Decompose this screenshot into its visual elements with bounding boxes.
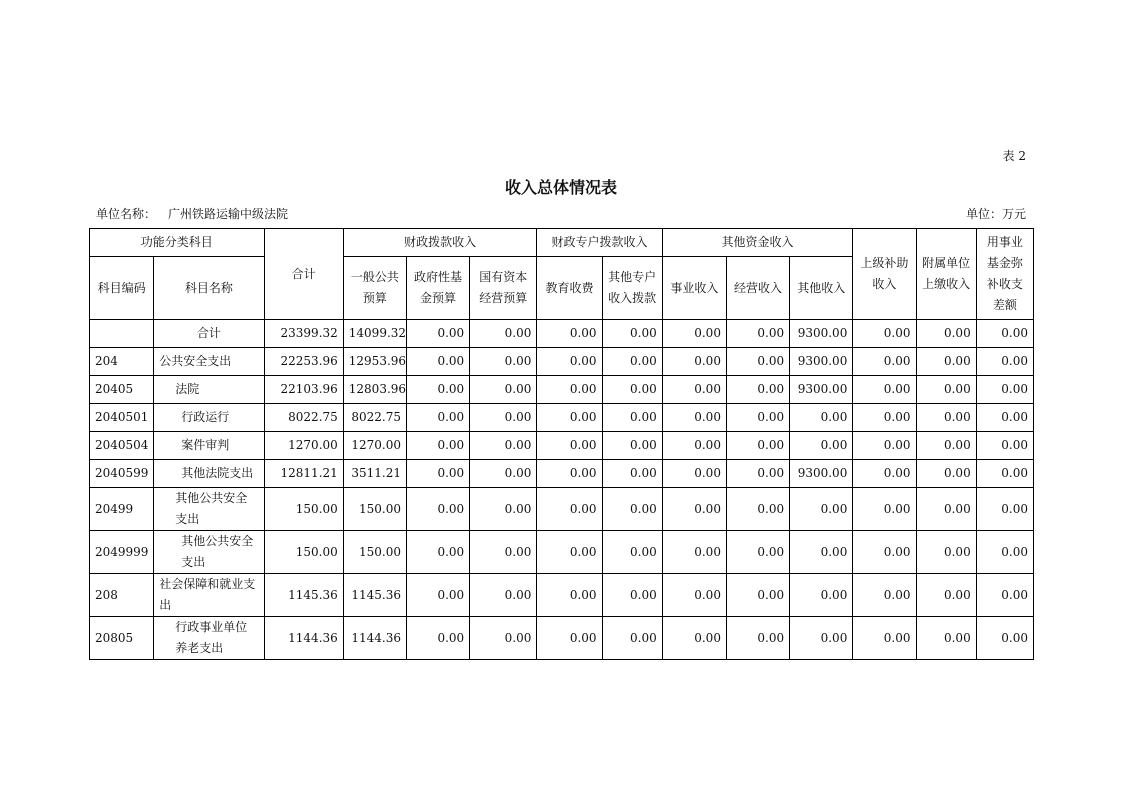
cell-code: 2049999 [90,531,154,574]
cell-gov-fund: 0.00 [406,348,469,376]
cell-total: 8022.75 [264,404,343,432]
cell-general: 3511.21 [343,460,406,488]
cell-bizfund: 0.00 [976,432,1033,460]
cell-edu: 0.00 [537,531,602,574]
cell-state-cap: 0.00 [470,460,537,488]
cell-gov-fund: 0.00 [406,460,469,488]
cell-edu: 0.00 [537,376,602,404]
cell-general: 1144.36 [343,617,406,660]
cell-affiliated: 0.00 [916,531,976,574]
header-other-special: 其他专户收入拨款 [602,257,662,320]
cell-name: 行政运行 [154,404,264,432]
cell-code: 2040599 [90,460,154,488]
cell-name: 法院 [154,376,264,404]
cell-general: 8022.75 [343,404,406,432]
cell-other: 0.00 [790,531,853,574]
unit-label: 单位：万元 [965,207,1026,221]
cell-edu: 0.00 [537,432,602,460]
header-superior-subsidy: 上级补助收入 [853,229,916,320]
cell-other-sp: 0.00 [602,320,662,348]
cell-edu: 0.00 [537,348,602,376]
cell-total: 1145.36 [264,574,343,617]
cell-name: 案件审判 [154,432,264,460]
table-row [90,488,1034,531]
cell-general: 150.00 [343,531,406,574]
cell-name: 行政事业单位养老支出 [154,617,264,660]
cell-code: 2040501 [90,404,154,432]
cell-operating: 0.00 [726,348,789,376]
cell-edu: 0.00 [537,320,602,348]
cell-gov-fund: 0.00 [406,432,469,460]
cell-code: 204 [90,348,154,376]
header-other-funds: 其他资金收入 [662,229,853,257]
cell-state-cap: 0.00 [470,320,537,348]
cell-edu: 0.00 [537,617,602,660]
cell-operating: 0.00 [726,617,789,660]
cell-gov-fund: 0.00 [406,376,469,404]
income-summary-table [89,228,1034,660]
cell-total: 22253.96 [264,348,343,376]
table-number: 表 2 [1002,149,1026,163]
cell-business: 0.00 [662,488,726,531]
cell-state-cap: 0.00 [470,617,537,660]
cell-other: 0.00 [790,574,853,617]
cell-general: 12803.96 [343,376,406,404]
cell-other-sp: 0.00 [602,348,662,376]
cell-general: 1145.36 [343,574,406,617]
cell-affiliated: 0.00 [916,348,976,376]
cell-gov-fund: 0.00 [406,404,469,432]
cell-other: 9300.00 [790,460,853,488]
cell-operating: 0.00 [726,531,789,574]
cell-state-cap: 0.00 [470,432,537,460]
cell-affiliated: 0.00 [916,488,976,531]
cell-affiliated: 0.00 [916,574,976,617]
cell-name: 合计 [154,320,264,348]
table-row [90,531,1034,574]
cell-other: 9300.00 [790,376,853,404]
cell-business: 0.00 [662,617,726,660]
cell-code [90,320,154,348]
cell-affiliated: 0.00 [916,376,976,404]
header-general-budget: 一般公共预算 [343,257,406,320]
cell-other: 0.00 [790,617,853,660]
header-business-fund: 用事业基金弥补收支差额 [976,229,1033,320]
header-code: 科目编码 [90,257,154,320]
header-func-class: 功能分类科目 [90,229,265,257]
cell-state-cap: 0.00 [470,348,537,376]
cell-business: 0.00 [662,404,726,432]
cell-affiliated: 0.00 [916,320,976,348]
cell-bizfund: 0.00 [976,617,1033,660]
cell-business: 0.00 [662,432,726,460]
cell-general: 150.00 [343,488,406,531]
table-row [90,404,1034,432]
cell-total: 12811.21 [264,460,343,488]
unit-name-value: 广州铁路运输中级法院 [168,207,289,221]
table-row [90,376,1034,404]
table-row [90,432,1034,460]
cell-other: 0.00 [790,432,853,460]
unit-name-line [96,205,288,222]
cell-business: 0.00 [662,376,726,404]
cell-other-sp: 0.00 [602,617,662,660]
cell-other-sp: 0.00 [602,404,662,432]
header-total: 合计 [264,229,343,320]
unit-name-label: 单位名称： [96,207,157,221]
cell-operating: 0.00 [726,574,789,617]
cell-gov-fund: 0.00 [406,617,469,660]
cell-bizfund: 0.00 [976,488,1033,531]
page-title: 收入总体情况表 [504,178,617,197]
cell-other: 0.00 [790,488,853,531]
cell-business: 0.00 [662,574,726,617]
cell-code: 20405 [90,376,154,404]
header-name: 科目名称 [154,257,264,320]
cell-superior: 0.00 [853,432,916,460]
cell-code: 20805 [90,617,154,660]
cell-name: 其他公共安全支出 [154,531,264,574]
cell-superior: 0.00 [853,488,916,531]
cell-general: 1270.00 [343,432,406,460]
cell-other-sp: 0.00 [602,460,662,488]
cell-bizfund: 0.00 [976,320,1033,348]
header-fiscal-special: 财政专户拨款收入 [537,229,662,257]
cell-affiliated: 0.00 [916,617,976,660]
table-row [90,617,1034,660]
cell-operating: 0.00 [726,488,789,531]
cell-total: 1270.00 [264,432,343,460]
cell-gov-fund: 0.00 [406,531,469,574]
cell-bizfund: 0.00 [976,404,1033,432]
header-fiscal-alloc: 财政拨款收入 [343,229,537,257]
table-row [90,348,1034,376]
cell-state-cap: 0.00 [470,376,537,404]
cell-bizfund: 0.00 [976,348,1033,376]
cell-name: 公共安全支出 [154,348,264,376]
cell-total: 150.00 [264,488,343,531]
cell-business: 0.00 [662,531,726,574]
cell-state-cap: 0.00 [470,404,537,432]
table-row [90,320,1034,348]
cell-business: 0.00 [662,320,726,348]
cell-total: 1144.36 [264,617,343,660]
cell-bizfund: 0.00 [976,574,1033,617]
cell-other: 9300.00 [790,320,853,348]
header-other-income: 其他收入 [790,257,853,320]
cell-affiliated: 0.00 [916,460,976,488]
cell-superior: 0.00 [853,574,916,617]
cell-business: 0.00 [662,460,726,488]
cell-total: 22103.96 [264,376,343,404]
cell-edu: 0.00 [537,404,602,432]
header-edu-fee: 教育收费 [537,257,602,320]
cell-operating: 0.00 [726,404,789,432]
cell-gov-fund: 0.00 [406,488,469,531]
cell-superior: 0.00 [853,404,916,432]
cell-operating: 0.00 [726,320,789,348]
cell-superior: 0.00 [853,320,916,348]
cell-business: 0.00 [662,348,726,376]
table-row [90,574,1034,617]
cell-gov-fund: 0.00 [406,320,469,348]
cell-name: 其他法院支出 [154,460,264,488]
cell-gov-fund: 0.00 [406,574,469,617]
cell-code: 2040504 [90,432,154,460]
header-row-1 [90,229,1034,257]
cell-name: 社会保障和就业支出 [154,574,264,617]
cell-operating: 0.00 [726,432,789,460]
cell-state-cap: 0.00 [470,574,537,617]
cell-superior: 0.00 [853,376,916,404]
header-state-capital: 国有资本经营预算 [470,257,537,320]
cell-bizfund: 0.00 [976,460,1033,488]
cell-superior: 0.00 [853,460,916,488]
cell-superior: 0.00 [853,348,916,376]
header-gov-fund: 政府性基金预算 [406,257,469,320]
header-operating-income: 经营收入 [726,257,789,320]
cell-state-cap: 0.00 [470,488,537,531]
cell-total: 150.00 [264,531,343,574]
cell-code: 208 [90,574,154,617]
cell-other-sp: 0.00 [602,376,662,404]
cell-other-sp: 0.00 [602,488,662,531]
cell-code: 20499 [90,488,154,531]
table-row [90,460,1034,488]
cell-state-cap: 0.00 [470,531,537,574]
cell-edu: 0.00 [537,574,602,617]
cell-other-sp: 0.00 [602,531,662,574]
cell-general: 14099.32 [343,320,406,348]
cell-other: 9300.00 [790,348,853,376]
cell-other-sp: 0.00 [602,432,662,460]
cell-edu: 0.00 [537,460,602,488]
cell-operating: 0.00 [726,376,789,404]
header-business-income: 事业收入 [662,257,726,320]
cell-superior: 0.00 [853,617,916,660]
cell-total: 23399.32 [264,320,343,348]
cell-other-sp: 0.00 [602,574,662,617]
cell-bizfund: 0.00 [976,376,1033,404]
cell-general: 12953.96 [343,348,406,376]
cell-affiliated: 0.00 [916,404,976,432]
cell-other: 0.00 [790,404,853,432]
cell-bizfund: 0.00 [976,531,1033,574]
header-affiliated-turnover: 附属单位上缴收入 [916,229,976,320]
cell-operating: 0.00 [726,460,789,488]
cell-affiliated: 0.00 [916,432,976,460]
cell-edu: 0.00 [537,488,602,531]
cell-name: 其他公共安全支出 [154,488,264,531]
cell-superior: 0.00 [853,531,916,574]
